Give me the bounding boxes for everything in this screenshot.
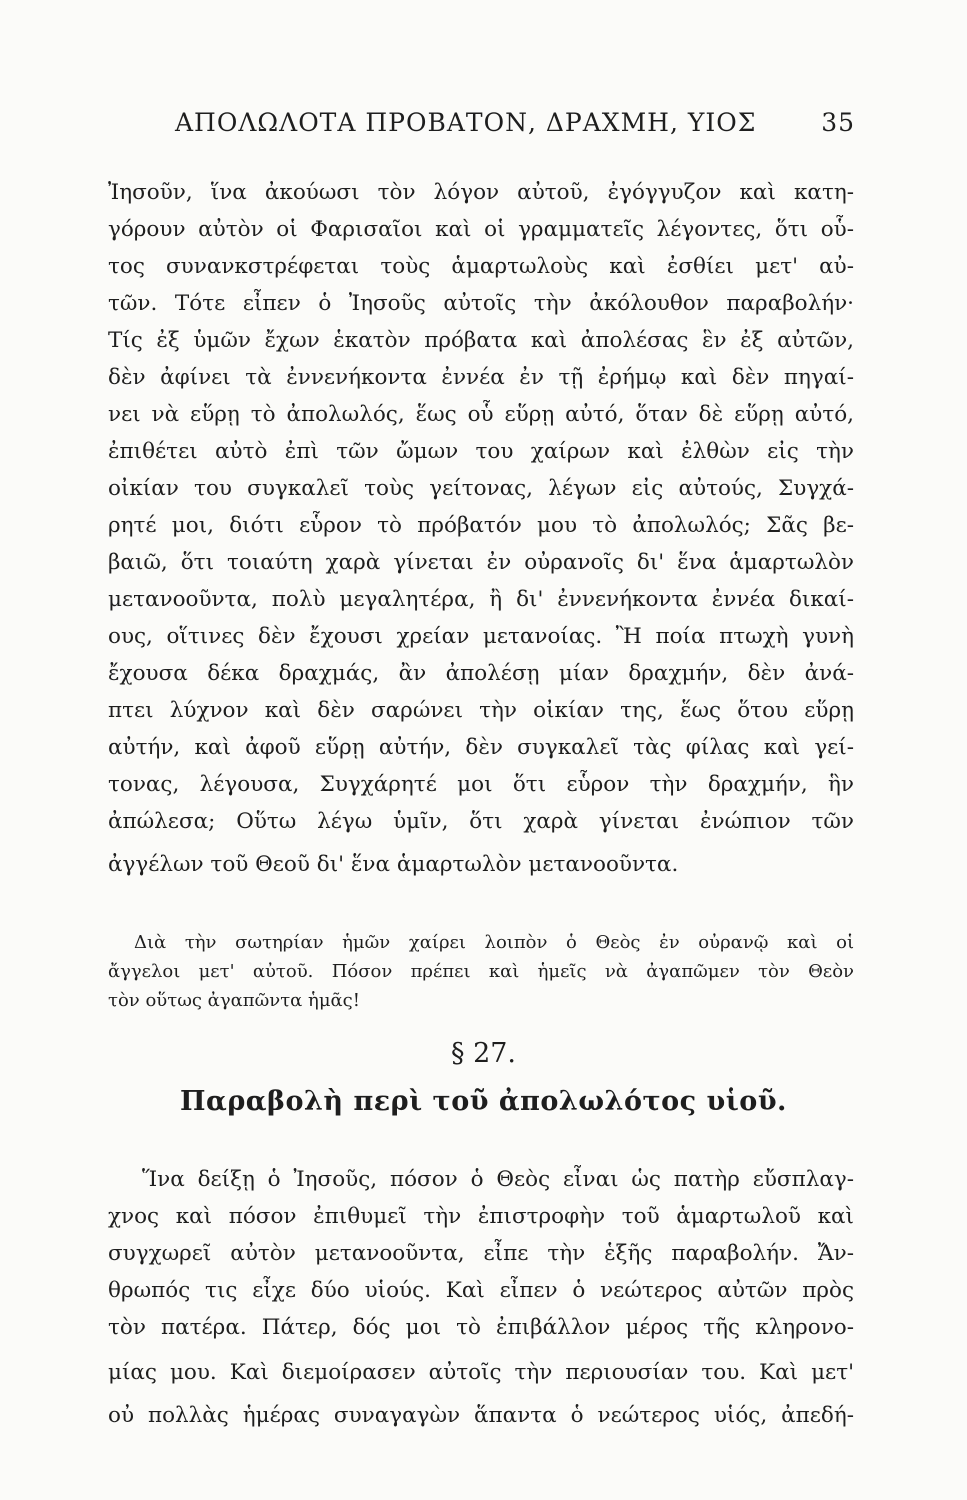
section-number: § 27. — [450, 1038, 517, 1069]
text-line: οἰκίαν του συγκαλεῖ τοὺς γείτονας, λέγων εἰς αὐτούς, Συγχά- — [108, 476, 854, 501]
text-line: πτει λύχνον καὶ δὲν σαρώνει τὴν οἰκίαν της, ἕως ὅτου εὕρῃ — [108, 698, 854, 723]
text-line: νει νὰ εὕρῃ τὸ ἀπολωλός, ἕως οὗ εὕρῃ αὐτό, ὅταν δὲ εὕρῃ αὐτό, — [108, 402, 854, 427]
text-line: Ἵνα δείξῃ ὁ Ἰησοῦς, πόσον ὁ Θεὸς εἶναι ὡς πατὴρ εὔσπλαγ- — [142, 1167, 854, 1192]
text-line: ἀγγέλων τοῦ Θεοῦ δι' ἕνα ἁμαρτωλὸν μετανοοῦντα. — [108, 852, 679, 877]
text-line: γόρουν αὐτὸν οἱ Φαρισαῖοι καὶ οἱ γραμματεῖς λέγοντες, ὅτι οὗ- — [108, 217, 854, 242]
text-line: αὐτήν, καὶ ἀφοῦ εὕρῃ αὐτήν, δὲν συγκαλεῖ τὰς φίλας καὶ γεί- — [108, 735, 854, 760]
text-line: μίας μου. Καὶ διεμοίρασεν αὐτοῖς τὴν περιουσίαν του. Καὶ μετ' — [108, 1360, 854, 1385]
footnote-line: ἄγγελοι μετ' αὐτοῦ. Πόσον πρέπει καὶ ἡμεῖς νὰ ἀγαπῶμεν τὸν Θεὸν — [108, 961, 854, 982]
text-line: Τίς ἐξ ὑμῶν ἔχων ἑκατὸν πρόβατα καὶ ἀπολέσας ἓν ἐξ αὐτῶν, — [108, 328, 854, 353]
text-line: τος συνανκστρέφεται τοὺς ἁμαρτωλοὺς καὶ ἐσθίει μετ' αὐ- — [108, 254, 854, 279]
text-line: δὲν ἀφίνει τὰ ἐννενήκοντα ἐννέα ἐν τῇ ἐρήμῳ καὶ δὲν πηγαί- — [108, 365, 854, 390]
text-line: μετανοοῦντα, πολὺ μεγαλητέρα, ἢ δι' ἐννενήκοντα ἐννέα δικαί- — [108, 587, 854, 612]
text-line: ἔχουσα δέκα δραχμάς, ἂν ἀπολέσῃ μίαν δραχμήν, δὲν ἀνά- — [108, 661, 854, 686]
section-title: Παραβολὴ περὶ τοῦ ἀπολωλότος υἱοῦ. — [180, 1086, 787, 1117]
text-line: συγχωρεῖ αὐτὸν μετανοοῦντα, εἶπε τὴν ἑξῆς παραβολήν. Ἄν- — [108, 1241, 854, 1266]
text-line: τῶν. Τότε εἶπεν ὁ Ἰησοῦς αὐτοῖς τὴν ἀκόλουθον παραβολήν· — [108, 291, 854, 316]
text-line: τονας, λέγουσα, Συγχάρητέ μοι ὅτι εὗρον τὴν δραχμήν, ἣν — [108, 772, 854, 797]
page-number: 35 — [821, 108, 855, 137]
footnote-line: τὸν οὕτως ἀγαπῶντα ἡμᾶς! — [108, 990, 360, 1011]
running-head-title: ΑΠΟΛΩΛΟΤΑ ΠΡΟΒΑΤΟΝ, ΔΡΑΧΜΗ, ΥΙΟΣ — [175, 108, 757, 137]
text-line: ους, οἵτινες δὲν ἔχουσι χρείαν μετανοίας. Ἢ ποία πτωχὴ γυνὴ — [108, 624, 854, 649]
text-line: θρωπός τις εἶχε δύο υἱούς. Καὶ εἶπεν ὁ νεώτερος αὐτῶν πρὸς — [108, 1278, 854, 1303]
text-line: ἐπιθέτει αὐτὸ ἐπὶ τῶν ὤμων του χαίρων καὶ ἐλθὼν εἰς τὴν — [108, 439, 854, 464]
text-line: τὸν πατέρα. Πάτερ, δός μοι τὸ ἐπιβάλλον μέρος τῆς κληρονο- — [108, 1315, 854, 1340]
text-line: ρητέ μοι, διότι εὗρον τὸ πρόβατόν μου τὸ ἀπολωλός; Σᾶς βε- — [108, 513, 854, 538]
text-line: Ἰησοῦν, ἵνα ἀκούωσι τὸν λόγον αὐτοῦ, ἐγόγγυζον καὶ κατη- — [108, 180, 854, 205]
footnote-line: Διὰ τὴν σωτηρίαν ἡμῶν χαίρει λοιπὸν ὁ Θεὸς ἐν οὐρανῷ καὶ οἱ — [134, 932, 854, 953]
text-line: βαιῶ, ὅτι τοιαύτη χαρὰ γίνεται ἐν οὐρανοῖς δι' ἕνα ἁμαρτωλὸν — [108, 550, 854, 575]
running-head — [175, 108, 855, 152]
text-line: χνος καὶ πόσον ἐπιθυμεῖ τὴν ἐπιστροφὴν τοῦ ἁμαρτωλοῦ καὶ — [108, 1204, 854, 1229]
text-line: οὐ πολλὰς ἡμέρας συναγαγὼν ἅπαντα ὁ νεώτερος υἱός, ἀπεδή- — [108, 1403, 854, 1428]
text-line: ἀπώλεσα; Οὕτω λέγω ὑμῖν, ὅτι χαρὰ γίνεται ἐνώπιον τῶν — [108, 809, 854, 834]
